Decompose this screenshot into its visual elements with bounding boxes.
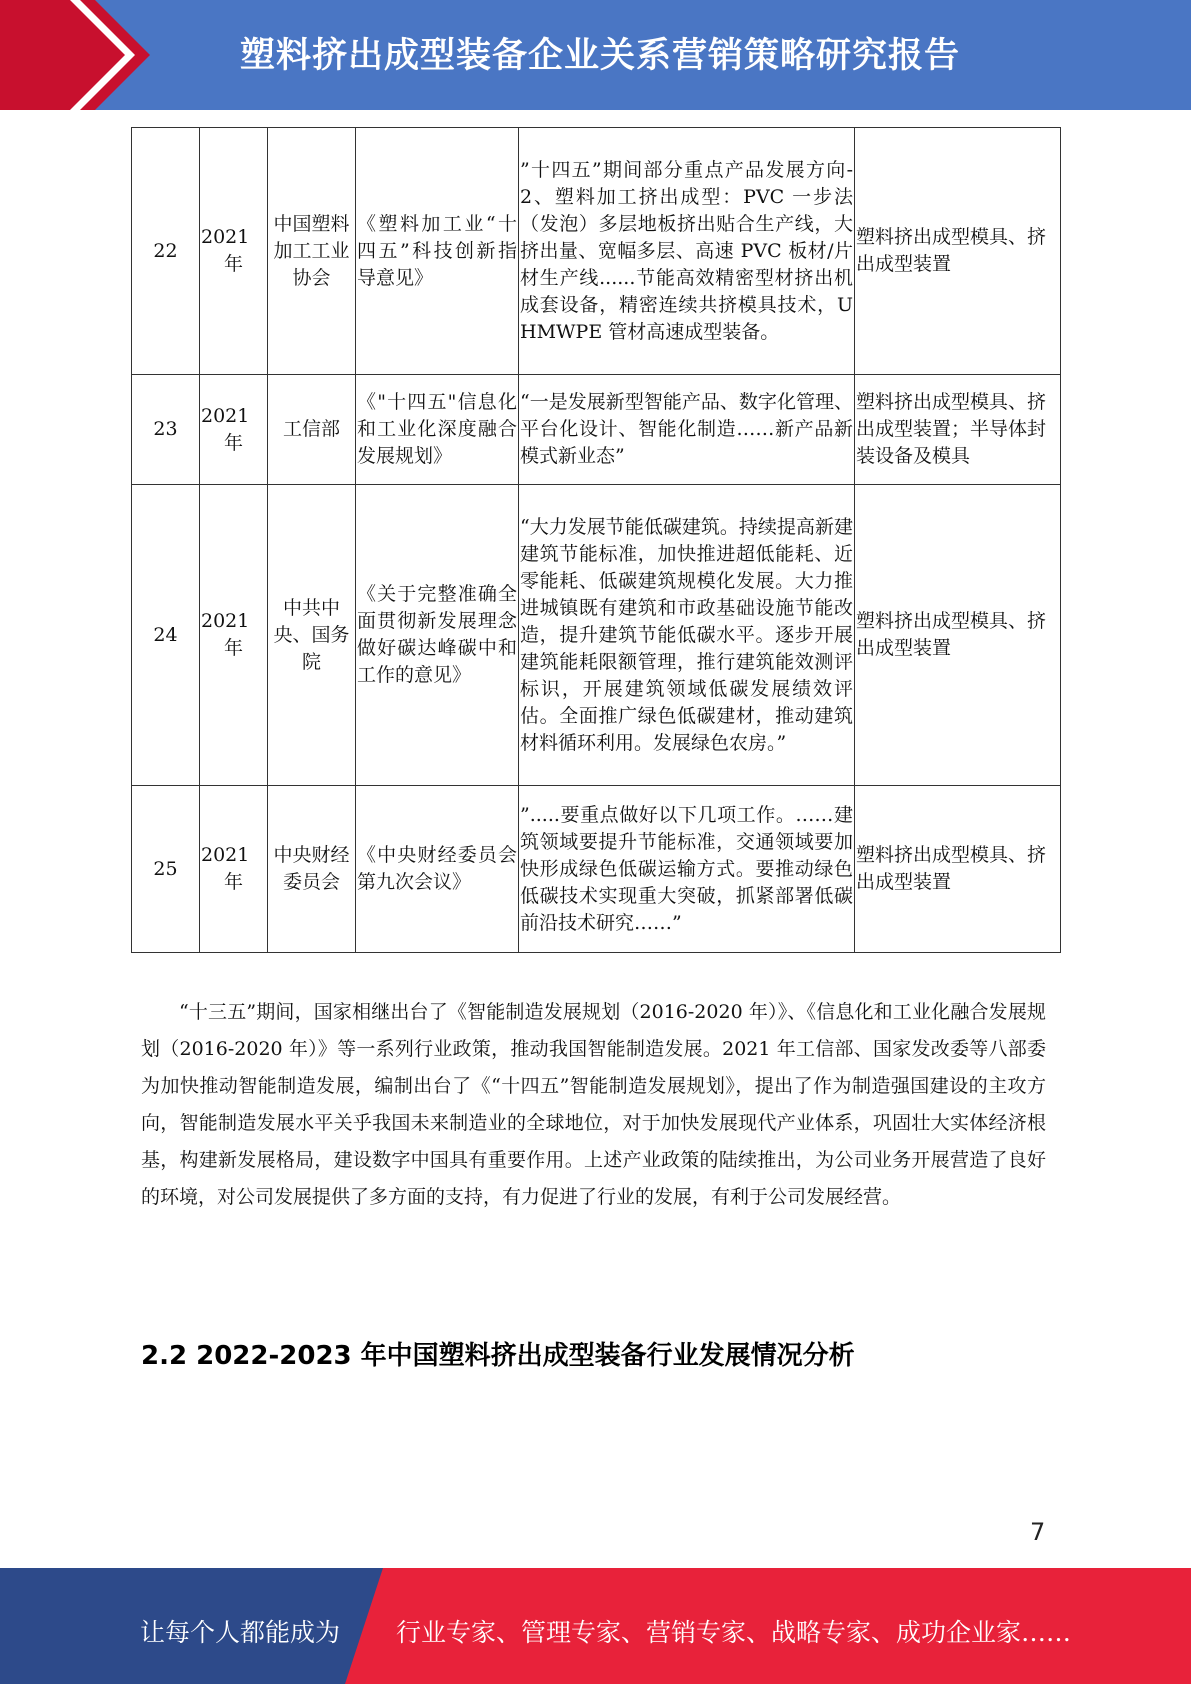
row-year-number: 2021 — [201, 610, 250, 632]
body-paragraph: “十三五”期间，国家相继出台了《智能制造发展规划（2016-2020 年）》、《信息化和工业化融合发展规划（2016-2020 年）》等一系列行业政策，推动我国智能制造发展。2021 年工信部、国家发改委等八部委为加快推动智能制造发展，编制出台了《“十四五”智能制造发展规划》，提出了作为制造强国建设的主攻方向，智能制造发展水平关乎我国未来制造业的全球地位，对于加快发展现代产业体系，巩固壮大实体经济根基，构建新发展格局，建设数字中国具有重要作用。上述产业政策的陆续推出，为公司业务开展营造了良好的环境，对公司发展提供了多方面的支持，有力促进了行业的发展，有利于公司发展经营。 — [141, 1001, 1046, 1208]
table-row — [132, 128, 1061, 375]
row-year — [200, 786, 268, 953]
row-number: 23 — [132, 375, 200, 485]
row-organization: 工信部 — [268, 375, 356, 485]
row-policy-content: ”十四五”期间部分重点产品发展方向-2、塑料加工挤出成型：PVC 一步法（发泡）多层地板挤出贴合生产线，大挤出量、宽幅多层、高速 PVC 板材/片材生产线......节能高效精密型材挤出机成套设备，精密连续共挤模具技术，UHMWPE 管材高速成型装备。 — [519, 128, 855, 375]
row-number: 22 — [132, 128, 200, 375]
page-header — [0, 0, 1191, 110]
row-organization: 中央财经委员会 — [268, 786, 356, 953]
page-number: 7 — [1030, 1518, 1046, 1546]
row-policy-document: 《塑料加工业“十四五”科技创新指导意见》 — [356, 128, 519, 375]
row-year-number: 2021 — [201, 844, 250, 866]
row-number: 24 — [132, 485, 200, 786]
row-related-field: 塑料挤出成型模具、挤出成型装置 — [855, 786, 1061, 953]
footer-slogan-right: 行业专家、管理专家、营销专家、战略专家、成功企业家…… — [396, 1618, 1072, 1647]
row-related-field: 塑料挤出成型模具、挤出成型装置；半导体封装设备及模具 — [855, 375, 1061, 485]
row-organization: 中共中央、国务院 — [268, 485, 356, 786]
table-row — [132, 786, 1061, 953]
row-organization: 中国塑料加工工业协会 — [268, 128, 356, 375]
row-year-unit: 年 — [223, 871, 243, 893]
row-policy-document: 《"十四五"信息化和工业化深度融合发展规划》 — [356, 375, 519, 485]
footer-slogan-left: 让每个人都能成为 — [140, 1618, 341, 1647]
row-year-number: 2021 — [201, 226, 250, 248]
row-year-unit: 年 — [223, 431, 243, 454]
section-heading: 2.2 2022-2023 年中国塑料挤出成型装备行业发展情况分析 — [141, 1341, 855, 1371]
row-number: 25 — [132, 786, 200, 953]
policy-table — [131, 127, 1061, 953]
row-year — [200, 485, 268, 786]
table-row — [132, 375, 1061, 485]
row-policy-content: “大力发展节能低碳建筑。持续提高新建建筑节能标准，加快推进超低能耗、近零能耗、低碳建筑规模化发展。大力推进城镇既有建筑和市政基础设施节能改造，提升建筑节能低碳水平。逐步开展建筑能耗限额管理，推行建筑能效测评标识，开展建筑领域低碳发展绩效评估。全面推广绿色低碳建材，推动建筑材料循环利用。发展绿色农房。” — [519, 485, 855, 786]
table-row — [132, 485, 1061, 786]
row-related-field: 塑料挤出成型模具、挤出成型装置 — [855, 485, 1061, 786]
row-year-number: 2021 — [201, 404, 250, 427]
row-policy-document: 《中央财经委员会第九次会议》 — [356, 786, 519, 953]
row-year — [200, 128, 268, 375]
row-year-unit: 年 — [223, 637, 243, 659]
row-policy-document: 《关于完整准确全面贯彻新发展理念做好碳达峰碳中和工作的意见》 — [356, 485, 519, 786]
row-policy-content: ”.....要重点做好以下几项工作。……建筑领域要提升节能标准，交通领域要加快形成绿色低碳运输方式。要推动绿色低碳技术实现重大突破，抓紧部署低碳前沿技术研究……” — [519, 786, 855, 953]
report-title: 塑料挤出成型装备企业关系营销策略研究报告 — [240, 36, 961, 76]
header-arrow-decoration — [0, 0, 150, 110]
page-footer — [0, 1568, 1191, 1684]
row-policy-content: “一是发展新型智能产品、数字化管理、平台化设计、智能化制造……新产品新模式新业态” — [519, 375, 855, 485]
row-year — [200, 375, 268, 485]
row-related-field: 塑料挤出成型模具、挤出成型装置 — [855, 128, 1061, 375]
row-year-unit: 年 — [223, 253, 243, 275]
